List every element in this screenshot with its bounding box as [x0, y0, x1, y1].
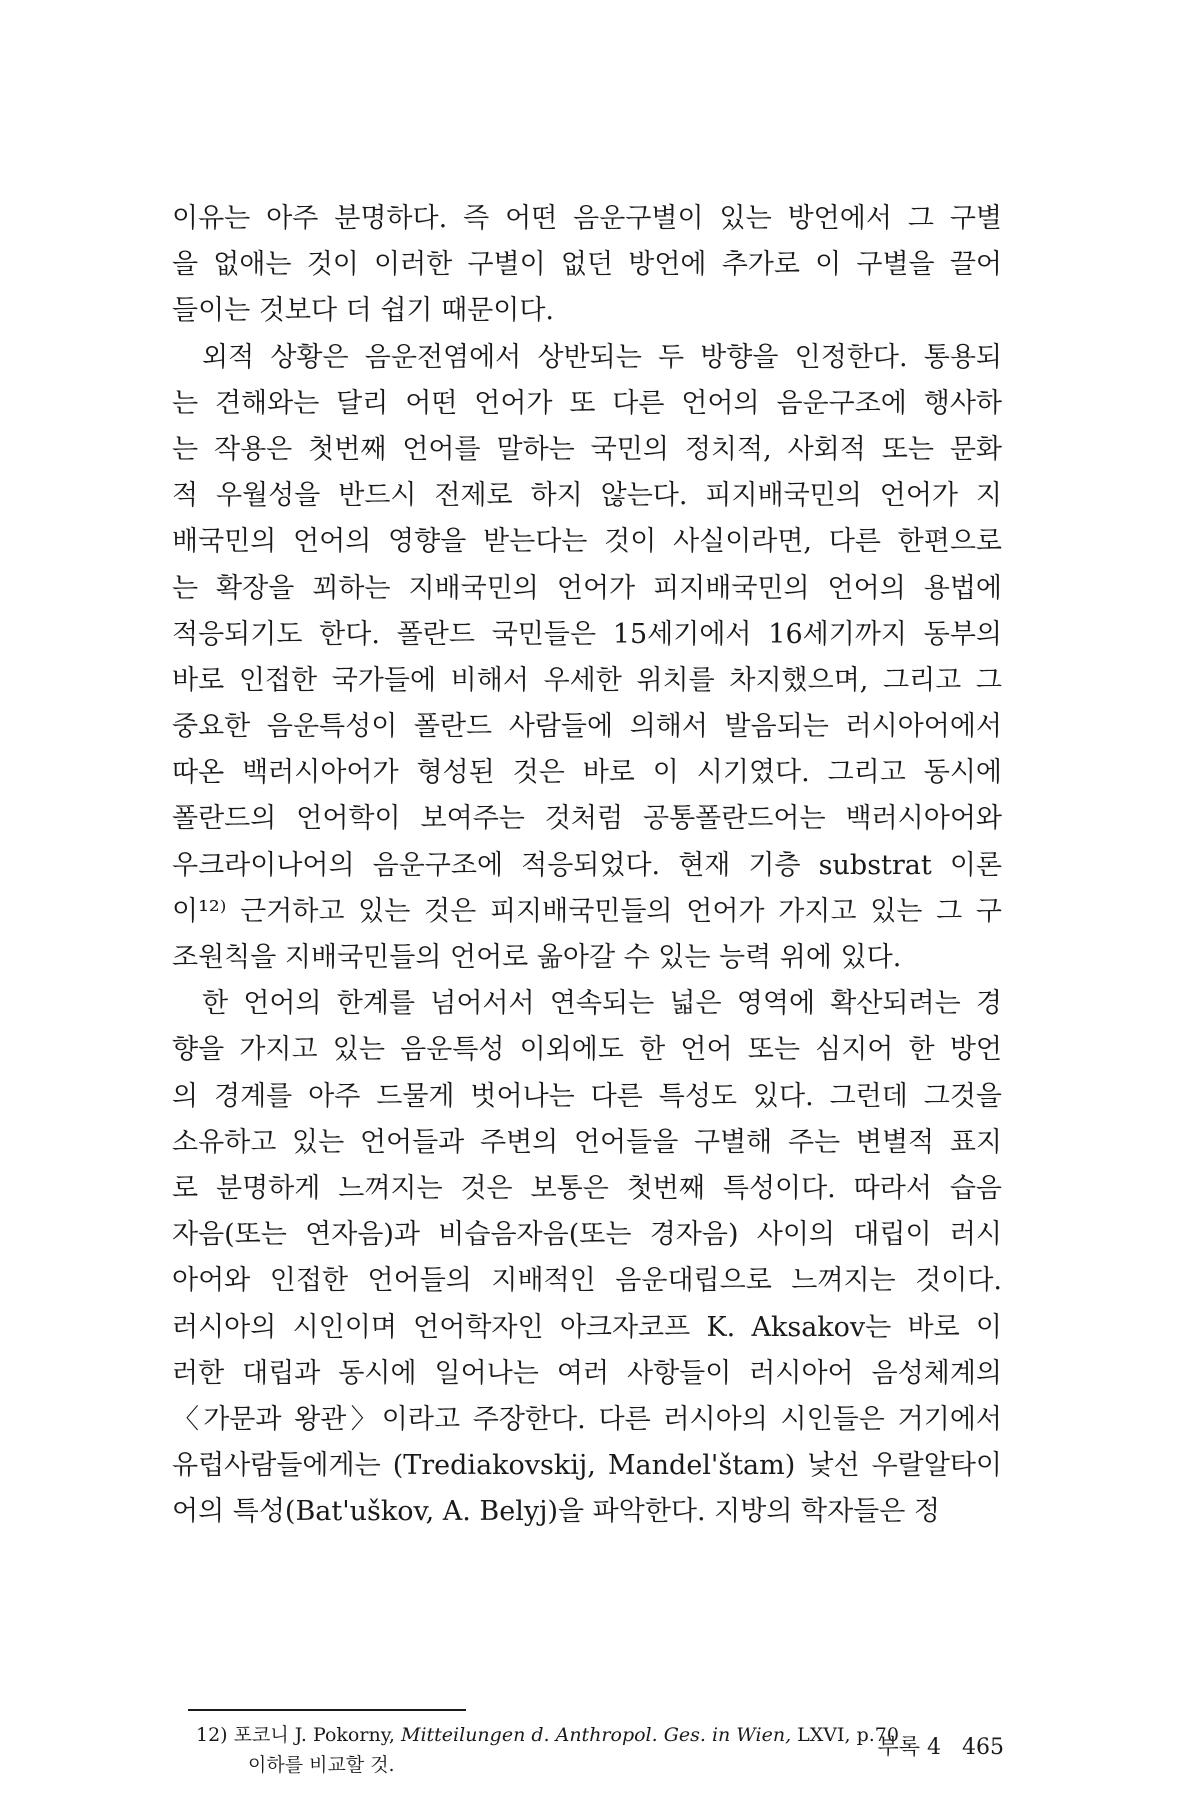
body-line: 적 우월성을 반드시 전제로 하지 않는다. 피지배국민의 언어가 지 — [172, 480, 1002, 512]
body-line: 러한 대립과 동시에 일어나는 여러 사항들이 러시아어 음성체계의 — [172, 1357, 1002, 1389]
body-line: 는 견해와는 달리 어떤 언어가 또 다른 언어의 음운구조에 행사하 — [172, 387, 1002, 419]
footnote-marker: 12) — [196, 1724, 228, 1746]
footnote-work-title: Mitteilungen d. Anthropol. Ges. in Wien, — [401, 1724, 792, 1746]
body-line: 우크라이나어의 음운구조에 적응되었다. 현재 기층 substrat 이론 — [172, 849, 1002, 881]
body-line: 바로 인접한 국가들에 비해서 우세한 위치를 차지했으며, 그리고 그 — [172, 664, 1002, 696]
body-line: 이유는 아주 분명하다. 즉 어떤 음운구별이 있는 방언에서 그 구별 — [172, 203, 1002, 234]
body-line: 한 언어의 한계를 넘어서서 연속되는 넓은 영역에 확산되려는 경 — [202, 988, 1002, 1020]
body-line: 러시아의 시인이며 언어학자인 아크자코프 K. Aksakov는 바로 이 — [172, 1311, 1002, 1343]
body-line: 자음(또는 연자음)과 비습음자음(또는 경자음) 사이의 대립이 러시 — [172, 1219, 1002, 1251]
body-line: 는 확장을 꾀하는 지배국민의 언어가 피지배국민의 언어의 용법에 — [172, 572, 1002, 604]
body-line: 로 분명하게 느껴지는 것은 보통은 첫번째 특성이다. 따라서 습음 — [172, 1172, 1002, 1204]
body-line: 중요한 음운특성이 폴란드 사람들에 의해서 발음되는 러시아어에서 — [172, 711, 1002, 743]
footnote-author: 포코니 J. Pokorny, — [233, 1724, 395, 1746]
body-line: 외적 상황은 음운전염에서 상반되는 두 방향을 인정한다. 통용되 — [202, 341, 1002, 373]
footer-section-label: 부록 4 — [877, 1735, 941, 1760]
body-line: 의 경계를 아주 드물게 벗어나는 다른 특성도 있다. 그런데 그것을 — [172, 1080, 1002, 1112]
body-line: 소유하고 있는 언어들과 주변의 언어들을 구별해 주는 변별적 표지 — [172, 1126, 1002, 1158]
body-line: 을 없애는 것이 이러한 구별이 없던 방언에 추가로 이 구별을 끌어 — [172, 249, 1002, 281]
body-line: 어의 특성(Bat'uškov, A. Belyj)을 파악한다. 지방의 학자들은 정 — [172, 1496, 940, 1528]
body-line: 향을 가지고 있는 음운특성 이외에도 한 언어 또는 심지어 한 방언 — [172, 1034, 1002, 1066]
body-text — [172, 196, 1002, 1535]
body-line: 는 작용은 첫번째 언어를 말하는 국민의 정치적, 사회적 또는 문화 — [172, 433, 1002, 465]
body-line: 따온 백러시아어가 형성된 것은 바로 이 시기였다. 그리고 동시에 — [172, 757, 1002, 789]
page-footer — [878, 1730, 1005, 1761]
footnote-line-2: 이하를 비교할 것. — [248, 1754, 395, 1776]
body-line: 폴란드의 언어학이 보여주는 것처럼 공통폴란드어는 백러시아어와 — [172, 803, 1002, 835]
body-line: 조원칙을 지배국민들의 언어로 옮아갈 수 있는 능력 위에 있다. — [172, 942, 902, 973]
body-line: 배국민의 언어의 영향을 받는다는 것이 사실이라면, 다른 한편으로 — [172, 526, 1002, 558]
body-line: 아어와 인접한 언어들의 지배적인 음운대립으로 느껴지는 것이다. — [172, 1265, 1002, 1297]
body-line: 이¹²⁾ 근거하고 있는 것은 피지배국민들의 언어가 가지고 있는 그 구 — [172, 895, 1002, 927]
body-line: 적응되기도 한다. 폴란드 국민들은 15세기에서 16세기까지 동부의 — [172, 618, 1002, 650]
footnote-divider — [188, 1709, 466, 1711]
footnote-details: LXVI, p.70 — [797, 1724, 899, 1746]
page-number: 465 — [962, 1735, 1004, 1760]
body-line: 〈가문과 왕관〉이라고 주장한다. 다른 러시아의 시인들은 거기에서 — [172, 1403, 1002, 1435]
body-line: 들이는 것보다 더 쉽기 때문이다. — [172, 295, 554, 327]
body-line: 유럽사람들에게는 (Trediakovskij, Mandel'štam) 낯선 우랄알타이 — [172, 1450, 1002, 1482]
